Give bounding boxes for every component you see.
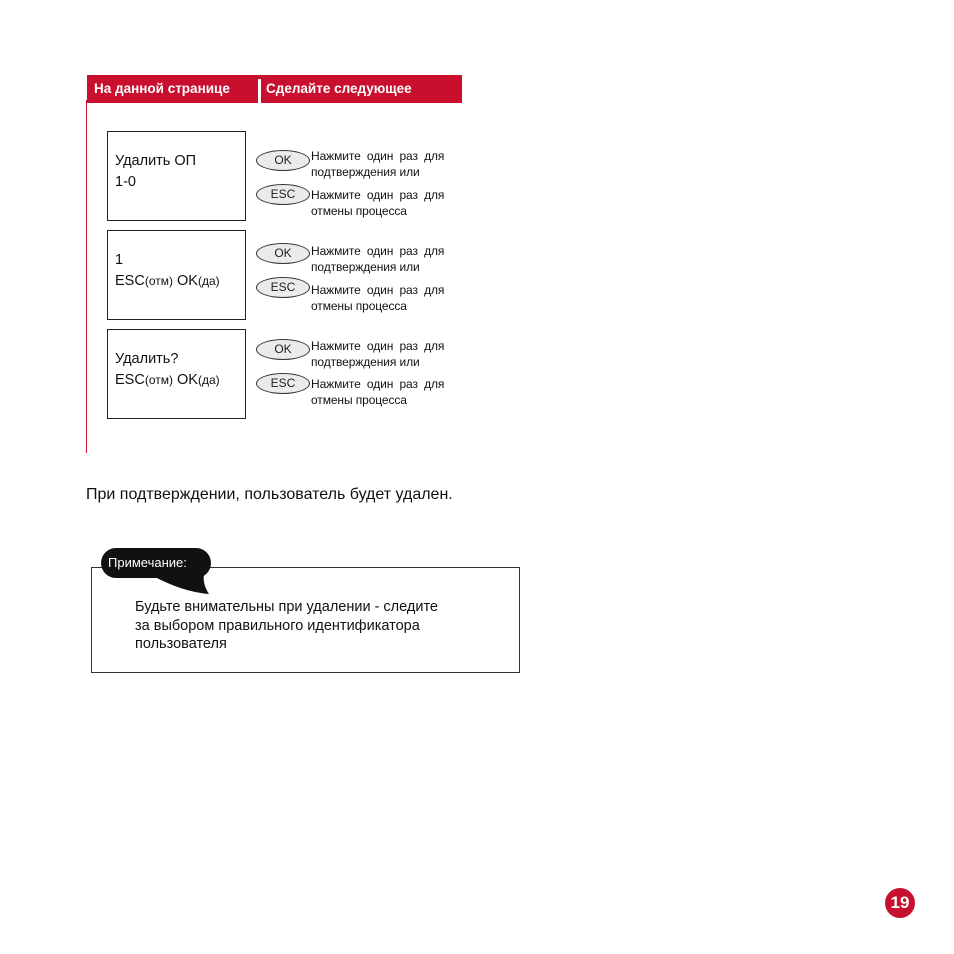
header-do-following: Сделайте следующее [266, 81, 412, 96]
esc-key-description: Нажмите один раз для отмены процесса [311, 283, 445, 313]
screen-line: 1-0 [115, 174, 136, 190]
table-header [87, 75, 462, 103]
device-screen-delete-confirm [107, 329, 246, 419]
screen-line: ESC(отм) OK(да) [115, 273, 220, 289]
screen-line: Удалить? [115, 351, 179, 367]
page-number-badge: 19 [885, 888, 915, 918]
table-left-rule [86, 100, 87, 453]
screen-line: ESC(отм) OK(да) [115, 372, 220, 388]
note-label: Примечание: [108, 555, 187, 570]
esc-key-description: Нажмите один раз для отмены процесса [311, 188, 445, 218]
esc-key-description: Нажмите один раз для отмены процесса [311, 377, 445, 407]
ok-key: OK [256, 150, 310, 171]
ok-key-description: Нажмите один раз для подтверждения или [311, 339, 445, 369]
ok-key-description: Нажмите один раз для подтверждения или [311, 244, 445, 274]
esc-key: ESC [256, 277, 310, 298]
header-divider [258, 79, 261, 103]
device-screen-confirm-id [107, 230, 246, 320]
note-text: Будьте внимательны при удалении - следите за выбором правильного идентификатора пользователя [135, 599, 438, 652]
confirmation-sentence: При подтверждении, пользователь будет удален. [86, 486, 453, 503]
esc-key: ESC [256, 184, 310, 205]
esc-key: ESC [256, 373, 310, 394]
header-on-this-screen: На данной странице [94, 81, 230, 96]
device-screen-delete-fp [107, 131, 246, 221]
screen-line: Удалить ОП [115, 153, 197, 169]
ok-key: OK [256, 339, 310, 360]
ok-key-description: Нажмите один раз для подтверждения или [311, 149, 445, 179]
screen-line: 1 [115, 252, 124, 268]
ok-key: OK [256, 243, 310, 264]
note-label-tab [101, 548, 211, 578]
